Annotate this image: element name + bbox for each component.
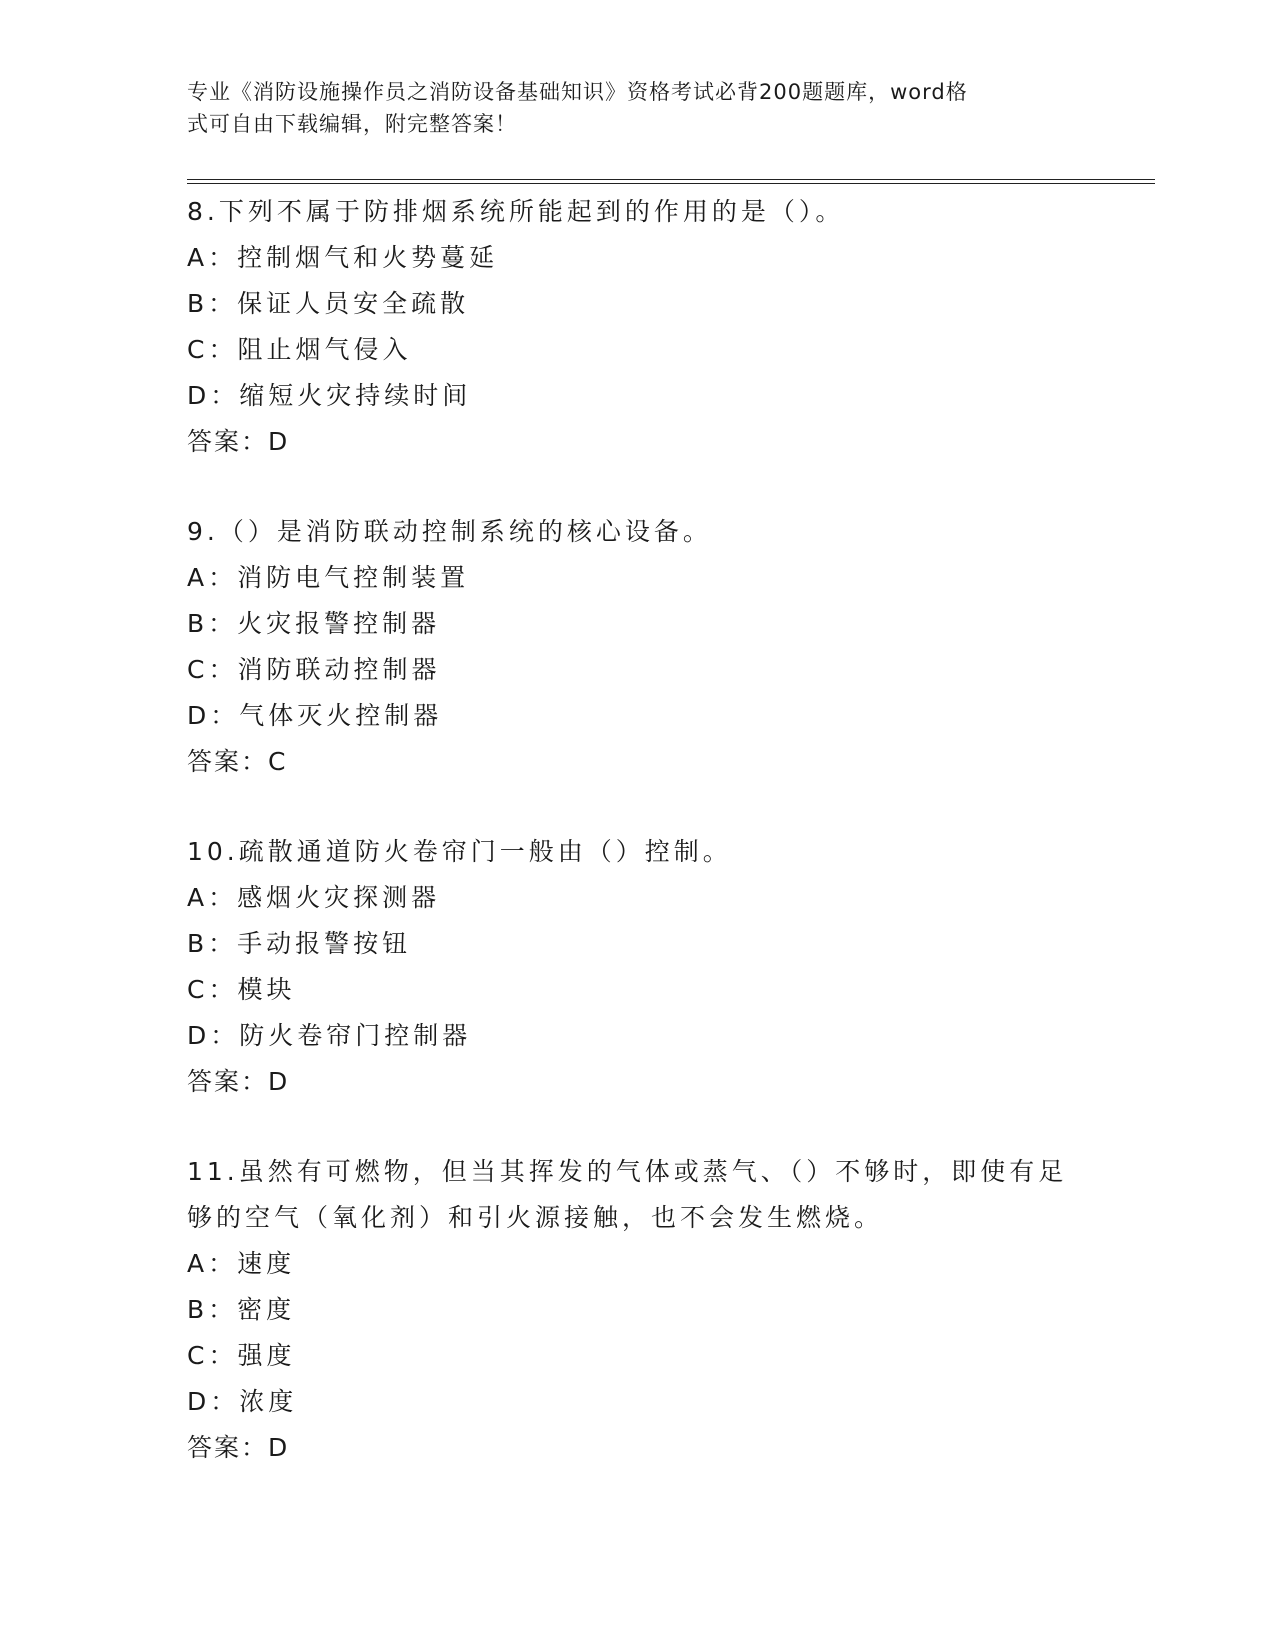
option-c: C：消防联动控制器: [187, 655, 441, 684]
question-stem: [187, 829, 1087, 875]
option-c: C：阻止烟气侵入: [187, 335, 412, 364]
question-stem-line: 10.疏散通道防火卷帘门一般由（）控制。: [187, 837, 732, 866]
option-a: A：控制烟气和火势蔓延: [187, 243, 499, 272]
question-stem: [187, 189, 1087, 235]
option-c: C：强度: [187, 1341, 296, 1370]
question-8: [187, 189, 1087, 465]
option-b: B：密度: [187, 1295, 296, 1324]
question-stem: [187, 1149, 1087, 1241]
answer-text: 答案：D: [187, 1433, 290, 1462]
document-header: [187, 76, 1067, 140]
header-divider-top: [187, 179, 1155, 180]
answer-text: 答案：D: [187, 427, 290, 456]
question-stem: [187, 509, 1087, 555]
option-a: A：速度: [187, 1249, 296, 1278]
header-divider-bottom: [187, 183, 1155, 184]
header-line-1: 专业《消防设施操作员之消防设备基础知识》资格考试必背200题题库，word格: [187, 80, 968, 104]
question-10: [187, 829, 1087, 1105]
option-b: B：保证人员安全疏散: [187, 289, 470, 318]
option-a: A：消防电气控制装置: [187, 563, 470, 592]
header-line-2: 式可自由下载编辑，附完整答案！: [187, 112, 517, 136]
question-9: [187, 509, 1087, 785]
question-list: [187, 189, 1087, 1515]
option-d: D：浓度: [187, 1387, 298, 1416]
option-d: D：气体灭火控制器: [187, 701, 443, 730]
answer-text: 答案：C: [187, 747, 288, 776]
question-stem-line: 11.虽然有可燃物，但当其挥发的气体或蒸气、（）不够时，即使有足: [187, 1157, 1068, 1186]
option-d: D：缩短火灾持续时间: [187, 381, 472, 410]
question-stem-line: 8.下列不属于防排烟系统所能起到的作用的是（）。: [187, 197, 845, 226]
option-c: C：模块: [187, 975, 296, 1004]
question-11: [187, 1149, 1087, 1471]
question-stem-line: 9.（）是消防联动控制系统的核心设备。: [187, 517, 712, 546]
answer-text: 答案：D: [187, 1067, 290, 1096]
option-a: A：感烟火灾探测器: [187, 883, 441, 912]
option-d: D：防火卷帘门控制器: [187, 1021, 472, 1050]
option-b: B：手动报警按钮: [187, 929, 412, 958]
option-b: B：火灾报警控制器: [187, 609, 441, 638]
question-stem-line: 够的空气（氧化剂）和引火源接触，也不会发生燃烧。: [187, 1203, 884, 1232]
